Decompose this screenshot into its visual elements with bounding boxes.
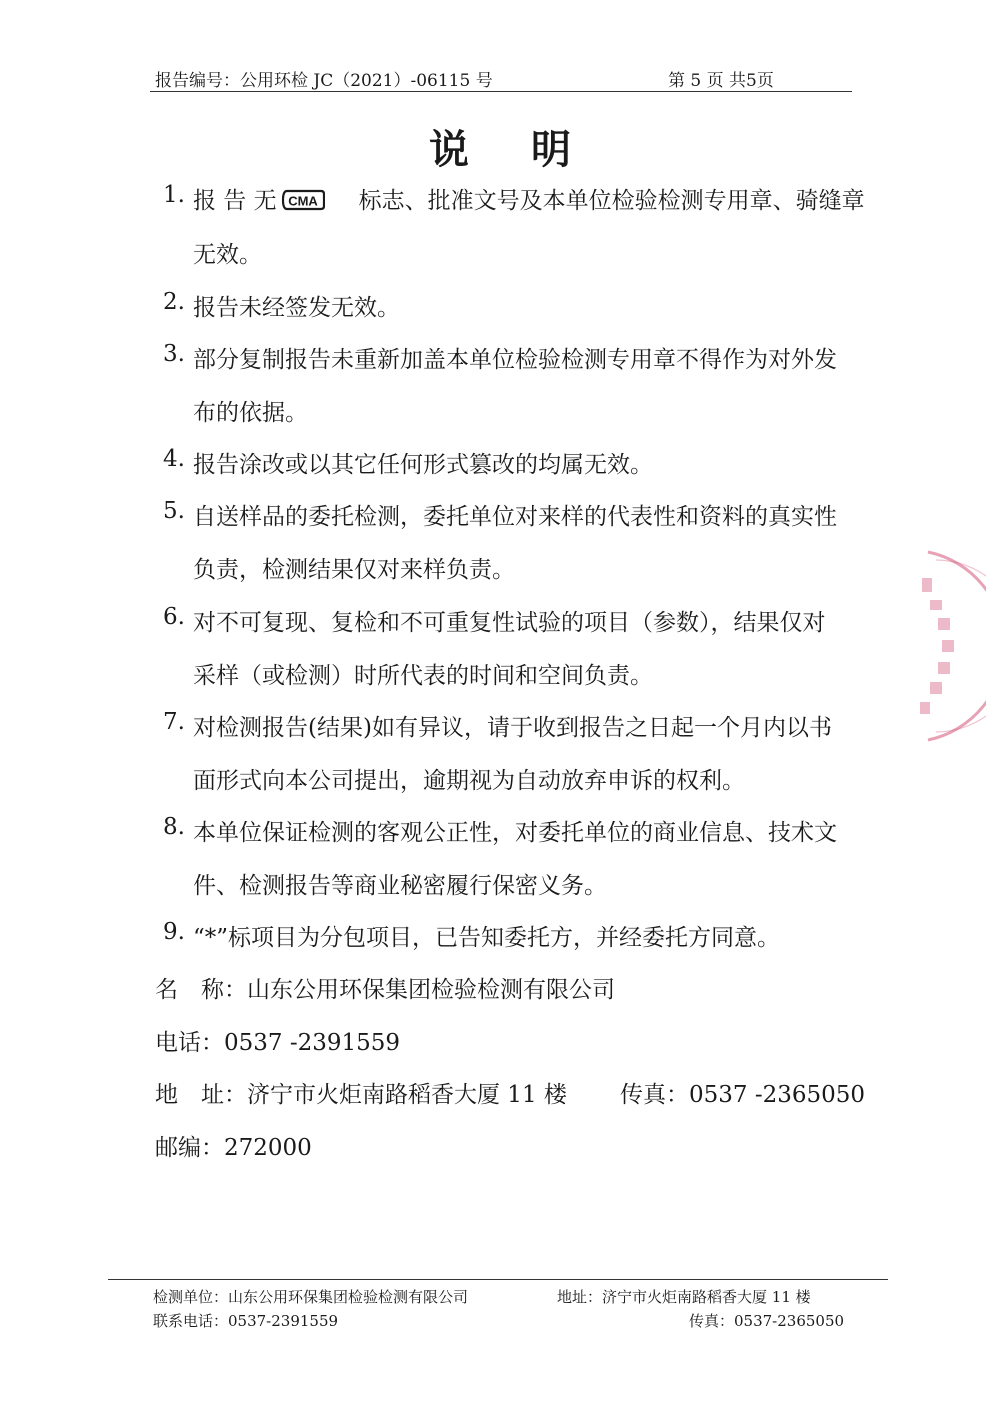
note-text: 报告未经签发无效。 — [193, 295, 400, 321]
note-number: 9. — [163, 919, 185, 945]
note-number: 5. — [163, 498, 185, 524]
note-text: 报 告 无 — [193, 188, 277, 214]
footer-address: 地址：济宁市火炬南路稻香大厦 11 楼 — [557, 1288, 811, 1306]
page-title: 说明 — [429, 126, 633, 173]
note-text: 标志、批准文号及本单位检验检测专用章、骑缝章 — [358, 188, 865, 214]
page-info: 第 5 页 共5页 — [668, 71, 774, 91]
svg-text:CMA: CMA — [287, 193, 318, 209]
cma-logo-icon — [281, 188, 325, 212]
note-text: 对检测报告(结果)如有异议，请于收到报告之日起一个月内以书 — [193, 715, 832, 741]
note-text: “*”标项目为分包项目，已告知委托方，并经委托方同意。 — [193, 925, 781, 951]
company-name: 名 称：山东公用环保集团检验检测有限公司 — [155, 977, 615, 1003]
company-postcode: 邮编：272000 — [155, 1135, 312, 1161]
header-divider — [150, 91, 852, 92]
note-text: 布的依据。 — [193, 400, 308, 426]
note-number: 2. — [163, 289, 185, 315]
note-text: 件、检测报告等商业秘密履行保密义务。 — [193, 873, 607, 899]
footer-fax: 传真：0537-2365050 — [689, 1312, 845, 1330]
footer-divider — [108, 1279, 888, 1280]
note-text: 负责，检测结果仅对来样负责。 — [193, 557, 515, 583]
note-text: 无效。 — [193, 242, 262, 268]
note-text: 本单位保证检测的客观公正性，对委托单位的商业信息、技术文 — [193, 820, 837, 846]
company-address: 地 址：济宁市火炬南路稻香大厦 11 楼 — [155, 1082, 567, 1108]
footer-phone: 联系电话：0537-2391559 — [153, 1312, 339, 1330]
company-fax: 传真：0537 -2365050 — [620, 1082, 866, 1108]
note-text: 自送样品的委托检测，委托单位对来样的代表性和资料的真实性 — [193, 504, 837, 530]
company-phone: 电话：0537 -2391559 — [155, 1030, 401, 1056]
note-number: 8. — [163, 814, 185, 840]
report-number: 报告编号：公用环检 JC（2021）-06115 号 — [155, 71, 493, 91]
note-text: 采样（或检测）时所代表的时间和空间负责。 — [193, 663, 653, 689]
note-number: 3. — [163, 341, 185, 367]
company-seal-icon — [908, 548, 986, 744]
note-text: 对不可复现、复检和不可重复性试验的项目（参数），结果仅对 — [193, 610, 826, 636]
note-text: 面形式向本公司提出，逾期视为自动放弃申诉的权利。 — [193, 768, 745, 794]
note-text: 报告涂改或以其它任何形式篡改的均属无效。 — [193, 452, 653, 478]
note-number: 1. — [163, 182, 185, 208]
footer-unit: 检测单位：山东公用环保集团检验检测有限公司 — [153, 1288, 469, 1306]
note-text: 部分复制报告未重新加盖本单位检验检测专用章不得作为对外发 — [193, 347, 837, 373]
note-number: 7. — [163, 709, 185, 735]
note-number: 6. — [163, 604, 185, 630]
note-number: 4. — [163, 446, 185, 472]
